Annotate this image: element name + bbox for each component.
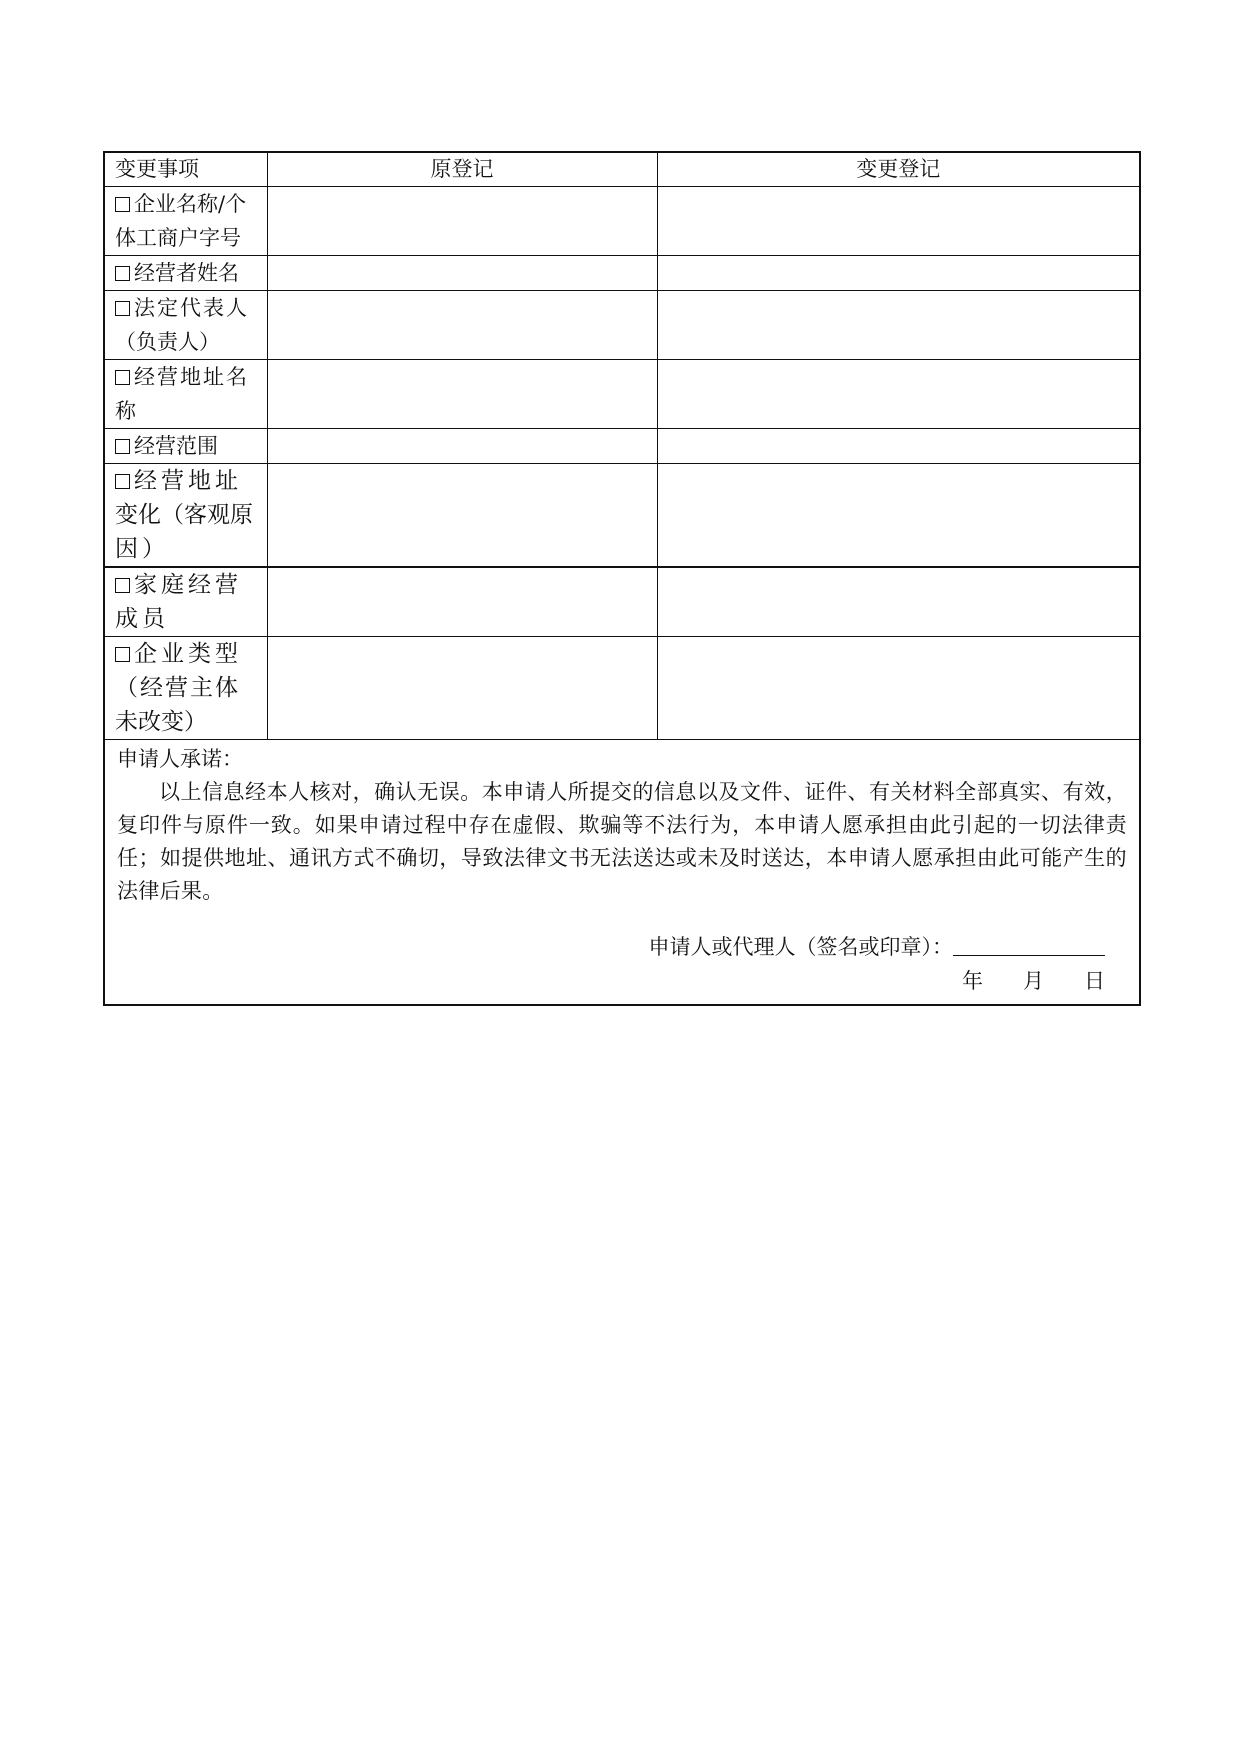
table-row bbox=[104, 464, 1140, 568]
original-value[interactable] bbox=[267, 567, 657, 637]
item-label: 法定代表人 （负责人） bbox=[104, 291, 267, 360]
item-label: 经营范围 bbox=[104, 429, 267, 464]
table-row bbox=[104, 360, 1140, 429]
changed-value[interactable] bbox=[657, 187, 1140, 256]
pledge-row bbox=[104, 740, 1140, 1006]
header-original: 原登记 bbox=[267, 152, 657, 187]
changed-value[interactable] bbox=[657, 360, 1140, 429]
item-label: 经营地址 变化（客观原 因） bbox=[104, 464, 267, 568]
date-month: 月 bbox=[1023, 969, 1044, 993]
header-item: 变更事项 bbox=[104, 152, 267, 187]
checkbox[interactable] bbox=[115, 439, 130, 454]
pledge-title: 申请人承诺： bbox=[117, 747, 243, 771]
original-value[interactable] bbox=[267, 429, 657, 464]
original-value[interactable] bbox=[267, 291, 657, 360]
table-row bbox=[104, 291, 1140, 360]
original-value[interactable] bbox=[267, 637, 657, 740]
change-registration-table bbox=[103, 151, 1141, 1006]
signature-line bbox=[649, 930, 1106, 964]
header-changed: 变更登记 bbox=[657, 152, 1140, 187]
checkbox[interactable] bbox=[115, 197, 130, 212]
header-row bbox=[104, 152, 1140, 187]
signature-field[interactable] bbox=[953, 933, 1105, 956]
date-year: 年 bbox=[962, 969, 983, 993]
checkbox[interactable] bbox=[115, 266, 130, 281]
changed-value[interactable] bbox=[657, 637, 1140, 740]
table-row bbox=[104, 256, 1140, 291]
item-label: 经营地址名 称 bbox=[104, 360, 267, 429]
date-line bbox=[962, 964, 1105, 998]
changed-value[interactable] bbox=[657, 256, 1140, 291]
item-label: 经营者姓名 bbox=[104, 256, 267, 291]
item-label: 企业类型 （经营主体 未改变） bbox=[104, 637, 267, 740]
item-label: 企业名称/个 体工商户字号 bbox=[104, 187, 267, 256]
changed-value[interactable] bbox=[657, 291, 1140, 360]
changed-value[interactable] bbox=[657, 567, 1140, 637]
changed-value[interactable] bbox=[657, 429, 1140, 464]
checkbox[interactable] bbox=[115, 370, 130, 385]
changed-value[interactable] bbox=[657, 464, 1140, 568]
original-value[interactable] bbox=[267, 464, 657, 568]
checkbox[interactable] bbox=[115, 474, 130, 489]
checkbox[interactable] bbox=[115, 578, 130, 593]
checkbox[interactable] bbox=[115, 301, 130, 316]
item-label: 家庭经营 成员 bbox=[104, 567, 267, 637]
table-row bbox=[104, 187, 1140, 256]
pledge-cell bbox=[104, 740, 1140, 1006]
original-value[interactable] bbox=[267, 187, 657, 256]
pledge-body: 以上信息经本人核对，确认无误。本申请人所提交的信息以及文件、证件、有关材料全部真实、有效，复印件与原件一致。如果申请过程中存在虚假、欺骗等不法行为，本申请人愿承担由此引起的一切法律责任；如提供地址、通讯方式不确切，导致法律文书无法送达或未及时送达，本申请人愿承担由此可能产生的法律后果。 bbox=[117, 780, 1127, 903]
table-row bbox=[104, 429, 1140, 464]
checkbox[interactable] bbox=[115, 647, 130, 662]
date-day: 日 bbox=[1084, 969, 1105, 993]
original-value[interactable] bbox=[267, 256, 657, 291]
table-row bbox=[104, 567, 1140, 637]
original-value[interactable] bbox=[267, 360, 657, 429]
signature-label: 申请人或代理人（签名或印章）： bbox=[648, 935, 953, 959]
table-row bbox=[104, 637, 1140, 740]
